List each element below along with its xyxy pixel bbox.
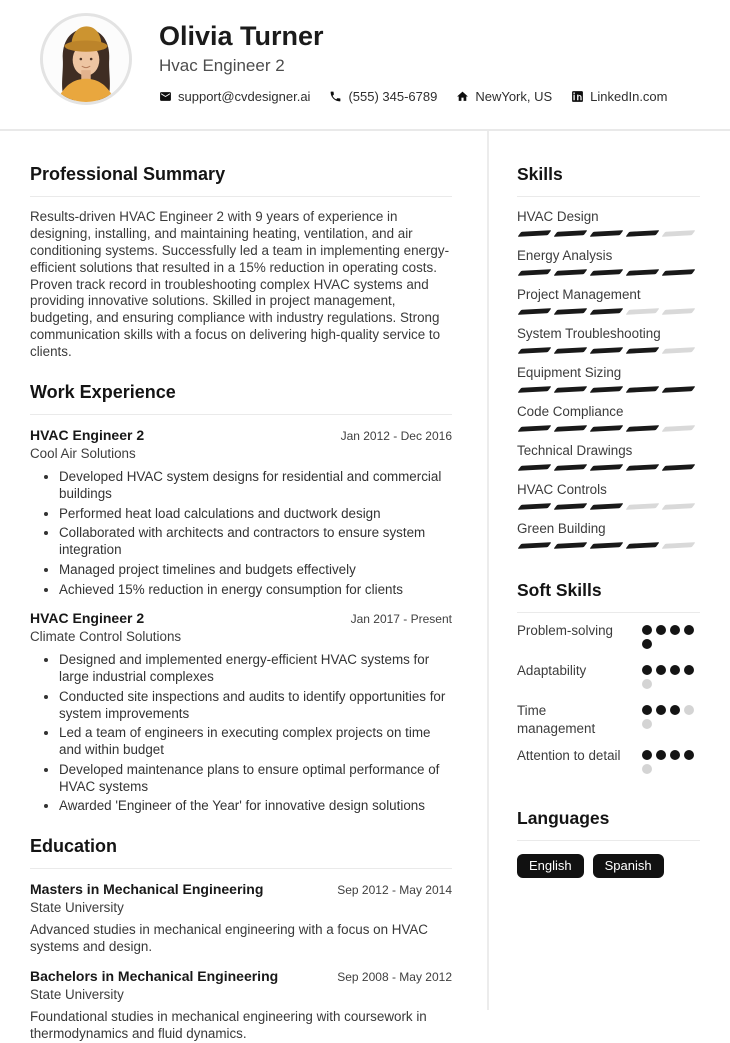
education-head: [30, 881, 452, 897]
skill-bar-segment-filled: [626, 386, 660, 393]
education-degree: Masters in Mechanical Engineering: [30, 881, 264, 898]
skill-bar-segment-filled: [662, 464, 696, 471]
skill-bar-segment-filled: [590, 230, 624, 237]
skill-bar-segment-empty: [662, 308, 696, 315]
skill-bar-segment-empty: [662, 542, 696, 549]
job-entry-title: HVAC Engineer 2: [30, 610, 145, 627]
skill-rating-bar: [517, 465, 700, 470]
contact-text: (555) 345-6789: [348, 89, 438, 105]
summary-heading: Professional Summary: [30, 164, 452, 197]
skill-bar-segment-filled: [518, 464, 552, 471]
resume-header: [0, 0, 730, 131]
right-column: [487, 131, 730, 1010]
soft-skill-rating-dots: [642, 747, 700, 778]
soft-skill-rating-dots: [642, 662, 700, 693]
job-bullet: • Performed heat load calculations and ductwork design: [59, 506, 452, 523]
job-bullet: • Achieved 15% reduction in energy consumption for clients: [59, 582, 452, 599]
rating-dot-filled: [642, 750, 652, 760]
summary-section: [30, 164, 452, 361]
soft-skill-name: Time management: [517, 703, 596, 736]
soft-skills-list: [517, 622, 700, 778]
skill-bar-segment-filled: [590, 542, 624, 549]
education-list: [30, 881, 452, 1043]
summary-text: Results-driven HVAC Engineer 2 with 9 years of experience in designing, installing, and maintaining heating, ventilation, and air conditioning systems. Successfully led a team in implementing energy-efficient solutions that resulted in a 15% reduction in operating costs. Proven track record in troubleshooting complex HVAC systems and providing innovative solutions. Skilled in project management, budgeting, and ensuring compliance with industry regulations. Strong communication skills with a focus on delivering high-quality service to clients.: [30, 209, 450, 360]
skill-bar-segment-filled: [626, 464, 660, 471]
education-head: [30, 968, 452, 984]
skill-bar-segment-empty: [662, 425, 696, 432]
soft-skill-rating-dots: [642, 622, 700, 653]
languages-section: [517, 808, 700, 878]
experience-list: [30, 427, 452, 815]
job-entry-title: HVAC Engineer 2: [30, 427, 145, 444]
contact-item: [456, 89, 552, 104]
skill-rating-bar: [517, 387, 700, 392]
skill-bar-segment-filled: [626, 269, 660, 276]
skill-bar-segment-filled: [662, 269, 696, 276]
rating-dot-empty: [684, 705, 694, 715]
skill-rating-bar: [517, 270, 700, 275]
languages-list: [517, 854, 700, 878]
soft-skill-item: [517, 747, 700, 778]
job-head: [30, 610, 452, 626]
skill-item: [517, 248, 700, 275]
experience-section: [30, 382, 452, 815]
contact-item: [329, 89, 437, 104]
skill-bar-segment-filled: [590, 464, 624, 471]
skill-bar-segment-filled: [518, 542, 552, 549]
skill-bar-segment-filled: [518, 503, 552, 510]
rating-dot-filled: [684, 750, 694, 760]
education-school: State University: [30, 900, 124, 916]
skill-item: [517, 521, 700, 548]
skill-item: [517, 287, 700, 314]
skills-section: [517, 164, 700, 548]
email-icon: [159, 90, 172, 103]
rating-dot-filled: [670, 750, 680, 760]
job-bullet-list: [30, 469, 452, 598]
skill-name: HVAC Design: [517, 209, 599, 224]
skill-bar-segment-filled: [518, 425, 552, 432]
rating-dot-filled: [670, 625, 680, 635]
education-heading: Education: [30, 836, 452, 869]
soft-skill-name: Problem-solving: [517, 623, 614, 638]
language-badge: Spanish: [593, 854, 664, 878]
job-bullet: • Developed HVAC system designs for residential and commercial buildings: [59, 469, 452, 503]
job-title: Hvac Engineer 2: [159, 56, 285, 76]
soft-skill-name: Adaptability: [517, 663, 587, 678]
skill-item: [517, 209, 700, 236]
rating-dot-filled: [684, 665, 694, 675]
person-name: Olivia Turner: [159, 21, 324, 51]
rating-dot-filled: [642, 639, 652, 649]
job-bullet: • Developed maintenance plans to ensure optimal performance of HVAC systems: [59, 762, 452, 796]
job-bullet-list: [30, 652, 452, 815]
skill-bar-segment-filled: [554, 347, 588, 354]
experience-heading: Work Experience: [30, 382, 452, 415]
education-dates: Sep 2012 - May 2014: [337, 883, 452, 898]
skill-bar-segment-empty: [626, 503, 660, 510]
rating-dot-filled: [656, 665, 666, 675]
rating-dot-filled: [656, 705, 666, 715]
skill-bar-segment-filled: [554, 425, 588, 432]
job-bullet: • Awarded 'Engineer of the Year' for innovative design solutions: [59, 798, 452, 815]
skill-rating-bar: [517, 504, 700, 509]
education-entry: [30, 968, 452, 1043]
skill-name: System Troubleshooting: [517, 326, 661, 341]
job-entry-company: Cool Air Solutions: [30, 446, 136, 462]
soft-skills-heading: Soft Skills: [517, 580, 700, 613]
contact-item: [159, 89, 310, 104]
home-icon: [456, 90, 469, 103]
skill-rating-bar: [517, 231, 700, 236]
education-entry: [30, 881, 452, 956]
skill-bar-segment-filled: [590, 308, 624, 315]
skill-bar-segment-filled: [554, 464, 588, 471]
skill-item: [517, 326, 700, 353]
job-entry: [30, 610, 452, 815]
soft-skill-item: [517, 662, 700, 693]
skill-bar-segment-filled: [518, 347, 552, 354]
education-description: Advanced studies in mechanical engineering with a focus on HVAC systems and design.: [30, 922, 428, 954]
job-bullet: • Managed project timelines and budgets effectively: [59, 562, 452, 579]
language-badge: English: [517, 854, 584, 878]
skill-rating-bar: [517, 426, 700, 431]
skill-bar-segment-empty: [662, 347, 696, 354]
contact-item: [571, 89, 667, 104]
contact-text: NewYork, US: [475, 89, 553, 105]
linkedin-icon: [571, 90, 584, 103]
soft-skill-item: [517, 702, 700, 738]
soft-skills-section: [517, 580, 700, 778]
skills-heading: Skills: [517, 164, 700, 197]
skill-bar-segment-filled: [554, 503, 588, 510]
rating-dot-filled: [642, 665, 652, 675]
avatar-illustration: [43, 16, 129, 102]
skill-name: Equipment Sizing: [517, 365, 622, 380]
rating-dot-filled: [670, 705, 680, 715]
skill-bar-segment-filled: [590, 386, 624, 393]
job-entry-dates: Jan 2012 - Dec 2016: [340, 429, 452, 444]
skill-name: Energy Analysis: [517, 248, 613, 263]
skill-rating-bar: [517, 543, 700, 548]
skill-name: HVAC Controls: [517, 482, 607, 497]
skill-item: [517, 404, 700, 431]
rating-dot-filled: [656, 750, 666, 760]
skill-bar-segment-filled: [554, 269, 588, 276]
profile-photo: [40, 13, 132, 105]
skill-bar-segment-filled: [590, 503, 624, 510]
skill-name: Technical Drawings: [517, 443, 633, 458]
skill-bar-segment-filled: [662, 386, 696, 393]
phone-icon: [329, 90, 342, 103]
skill-bar-segment-filled: [554, 542, 588, 549]
job-entry-dates: Jan 2017 - Present: [350, 612, 452, 627]
skill-bar-segment-empty: [626, 308, 660, 315]
skill-bar-segment-filled: [554, 386, 588, 393]
job-bullet: • Designed and implemented energy-efficient HVAC systems for large industrial complexes: [59, 652, 452, 686]
skill-name: Green Building: [517, 521, 606, 536]
soft-skill-name: Attention to detail: [517, 747, 621, 763]
rating-dot-filled: [684, 625, 694, 635]
job-entry-company: Climate Control Solutions: [30, 629, 182, 645]
contact-text: LinkedIn.com: [590, 89, 668, 105]
skill-bar-segment-filled: [518, 386, 552, 393]
soft-skill-rating-dots: [642, 702, 700, 738]
skill-rating-bar: [517, 309, 700, 314]
job-bullet: • Conducted site inspections and audits to identify opportunities for system improvements: [59, 689, 452, 723]
contact-row: [159, 89, 668, 104]
contact-text: support@cvdesigner.ai: [178, 89, 311, 105]
header-info: [159, 13, 668, 104]
skill-bar-segment-filled: [626, 542, 660, 549]
skill-bar-segment-empty: [662, 230, 696, 237]
skill-bar-segment-filled: [590, 269, 624, 276]
skill-bar-segment-filled: [518, 230, 552, 237]
skill-bar-segment-filled: [626, 230, 660, 237]
skill-bar-segment-filled: [626, 425, 660, 432]
skill-bar-segment-filled: [518, 269, 552, 276]
education-dates: Sep 2008 - May 2012: [337, 969, 452, 984]
skill-bar-segment-filled: [518, 308, 552, 315]
skills-list: [517, 209, 700, 548]
languages-heading: Languages: [517, 808, 700, 841]
skill-item: [517, 365, 700, 392]
skill-bar-segment-filled: [590, 425, 624, 432]
skill-bar-segment-filled: [554, 230, 588, 237]
rating-dot-empty: [642, 719, 652, 729]
education-school: State University: [30, 986, 124, 1002]
education-section: [30, 836, 452, 1043]
rating-dot-filled: [642, 625, 652, 635]
soft-skill-item: [517, 622, 700, 653]
resume-body: [0, 131, 730, 1041]
job-bullet: • Collaborated with architects and contractors to ensure system integration: [59, 525, 452, 559]
skill-name: Project Management: [517, 287, 641, 302]
skill-item: [517, 443, 700, 470]
skill-bar-segment-filled: [554, 308, 588, 315]
rating-dot-filled: [670, 665, 680, 675]
job-head: [30, 427, 452, 443]
job-entry: [30, 427, 452, 598]
job-bullet: • Led a team of engineers in executing complex projects on time and within budget: [59, 725, 452, 759]
skill-item: [517, 482, 700, 509]
skill-name: Code Compliance: [517, 404, 624, 419]
skill-bar-segment-empty: [662, 503, 696, 510]
left-column: [0, 131, 487, 1041]
education-degree: Bachelors in Mechanical Engineering: [30, 967, 279, 984]
education-description: Foundational studies in mechanical engineering with coursework in thermodynamics and fluid dynamics.: [30, 1008, 427, 1041]
rating-dot-filled: [656, 625, 666, 635]
skill-bar-segment-filled: [590, 347, 624, 354]
rating-dot-filled: [642, 705, 652, 715]
rating-dot-empty: [642, 764, 652, 774]
rating-dot-empty: [642, 679, 652, 689]
skill-bar-segment-filled: [626, 347, 660, 354]
skill-rating-bar: [517, 348, 700, 353]
